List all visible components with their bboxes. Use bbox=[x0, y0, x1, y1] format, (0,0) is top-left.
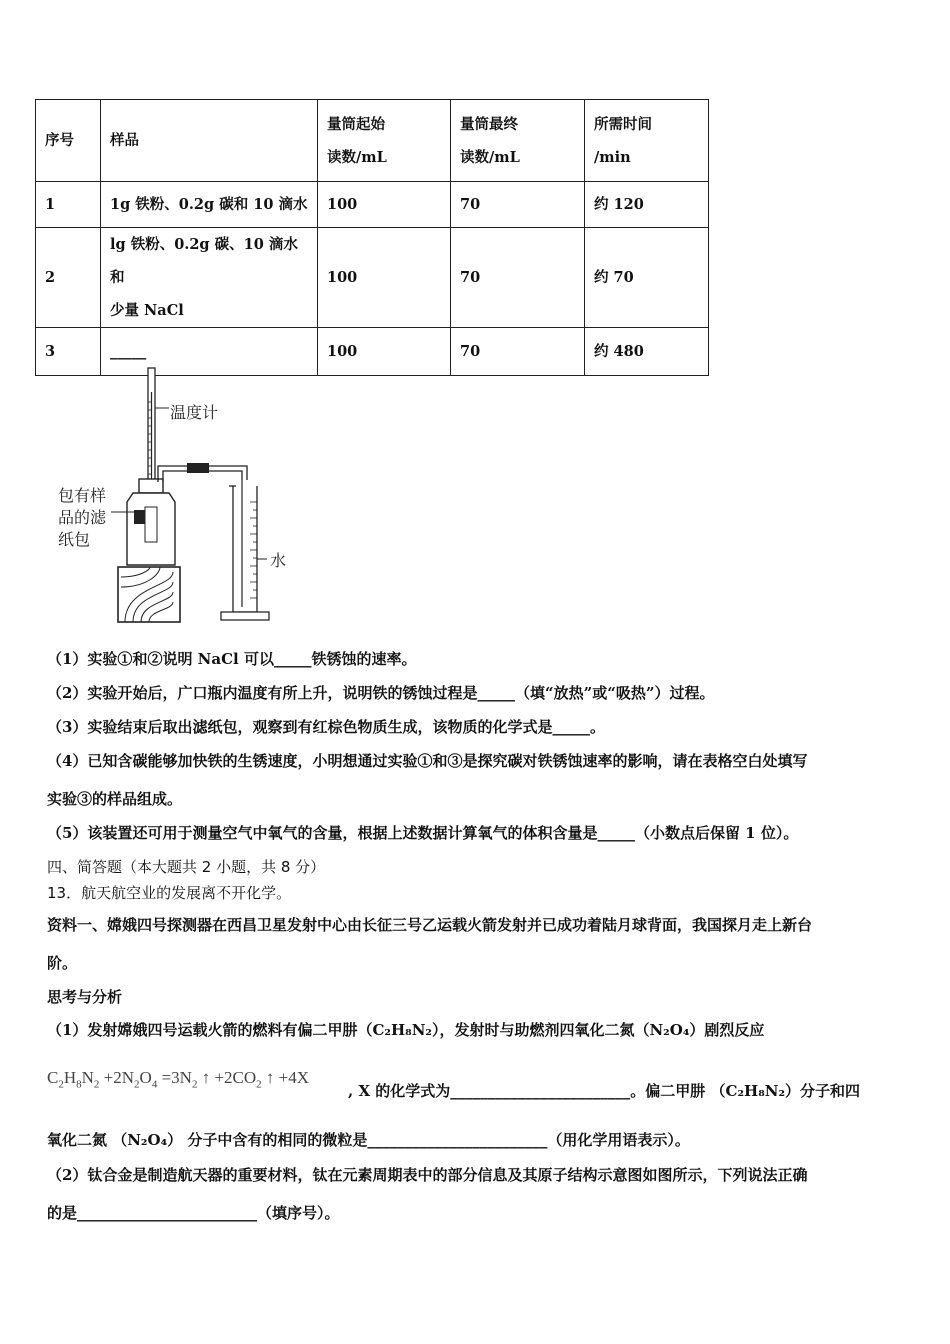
table-cell: 1g 铁粉、0.2g 碳和 10 滴水 bbox=[101, 182, 318, 228]
water-label: 水 bbox=[270, 551, 287, 570]
header-cell bbox=[451, 100, 585, 182]
question-3: （3）实验结束后取出滤纸包，观察到有红棕色物质生成，该物质的化学式是_____。 bbox=[47, 718, 605, 736]
header-text: 量筒起始 bbox=[327, 115, 385, 133]
table-cell: 2 bbox=[36, 228, 101, 328]
table-cell: 约 480 bbox=[585, 328, 709, 376]
header-cell bbox=[585, 100, 709, 182]
header-text: 量筒最终 bbox=[460, 115, 518, 133]
header-text: 序号 bbox=[45, 132, 74, 149]
table-cell: 100 bbox=[318, 182, 451, 228]
table-cell: 100 bbox=[318, 328, 451, 376]
sample-label-line: 品的滤 bbox=[58, 508, 107, 527]
table-cell: _____ bbox=[101, 328, 318, 376]
think-heading: 思考与分析 bbox=[47, 988, 123, 1006]
table-row bbox=[36, 228, 709, 328]
table-cell: 3 bbox=[36, 328, 101, 376]
material-line2: 阶。 bbox=[47, 954, 78, 972]
experiment-table bbox=[35, 99, 709, 376]
part-1-text: （1）发射嫦娥四号运载火箭的燃料有偏二甲肼（C₂H₈N₂），发射时与助燃剂四氧化二氮（N₂O₄）剧烈反应 bbox=[47, 1021, 765, 1039]
question-1: （1）实验①和②说明 NaCl 可以_____铁锈蚀的速率。 bbox=[47, 650, 417, 668]
header-text: 读数/mL bbox=[460, 148, 520, 166]
question-4-line1: （4）已知含碳能够加快铁的生锈速度，小明想通过实验①和③是探究碳对铁锈蚀速率的影响，请在表格空白处填写 bbox=[47, 752, 808, 770]
wood-block-icon bbox=[118, 567, 180, 622]
table-cell: 约 120 bbox=[585, 182, 709, 228]
thermometer-label: 温度计 bbox=[170, 403, 219, 422]
reaction-equation: $C_2H_8N_2 +2N_2O_4 =3N_2$ ↑ $+2CO_2$ ↑ +4X bbox=[47, 1068, 310, 1091]
sample-label-line: 纸包 bbox=[58, 530, 91, 549]
table-row bbox=[36, 182, 709, 228]
sample-label bbox=[58, 485, 106, 551]
section-heading: 四、简答题（本大题共 2 小题，共 8 分） bbox=[47, 858, 326, 876]
header-text: 样品 bbox=[110, 132, 139, 149]
question-13-title: 13．航天航空业的发展离不开化学。 bbox=[47, 884, 292, 902]
table-cell: 70 bbox=[451, 228, 585, 328]
part-2-line1: （2）钛合金是制造航天器的重要材料，钛在元素周期表中的部分信息及其原子结构示意图如图所示，下列说法正确 bbox=[47, 1166, 808, 1184]
table-cell: 100 bbox=[318, 228, 451, 328]
table-cell: 约 70 bbox=[585, 228, 709, 328]
material-line1: 资料一、嫦娥四号探测器在西昌卫星发射中心由长征三号乙运载火箭发射并已成功着陆月球背面，我国探月走上新台 bbox=[47, 916, 813, 934]
question-2: （2）实验开始后，广口瓶内温度有所上升，说明铁的锈蚀过程是_____（填“放热”或“吸热”）过程。 bbox=[47, 684, 715, 702]
header-text: 所需时间 bbox=[594, 115, 652, 133]
question-5: （5）该装置还可用于测量空气中氧气的含量，根据上述数据计算氧气的体积含量是_____（小数点后保留 1 位）。 bbox=[47, 824, 799, 842]
part-1-after: , X 的化学式为________________________。偏二甲肼 （C₂H₈N₂）分子和四 bbox=[348, 1082, 861, 1100]
sample-label-line: 包有样 bbox=[58, 486, 107, 505]
header-cell bbox=[101, 100, 318, 182]
table-cell bbox=[101, 228, 318, 328]
part-1-line3: 氧化二氮 （N₂O₄） 分子中含有的相同的微粒是________________________（用化学用语表示）。 bbox=[47, 1131, 690, 1149]
header-text: 读数/mL bbox=[327, 148, 387, 166]
question-4-line2: 实验③的样品组成。 bbox=[47, 790, 183, 808]
cell-text: 少量 NaCl bbox=[110, 302, 184, 319]
cell-text: lg 铁粉、0.2g 碳、10 滴水和 bbox=[110, 236, 298, 286]
table-cell: 70 bbox=[451, 328, 585, 376]
table-cell: 70 bbox=[451, 182, 585, 228]
bottle-icon bbox=[127, 479, 175, 565]
part-2-line2: 的是________________________（填序号）。 bbox=[47, 1204, 340, 1222]
header-cell bbox=[318, 100, 451, 182]
header-cell bbox=[36, 100, 101, 182]
table-header-row bbox=[36, 100, 709, 182]
header-text: /min bbox=[594, 148, 631, 166]
table-cell: 1 bbox=[36, 182, 101, 228]
cylinder-icon bbox=[221, 486, 269, 620]
